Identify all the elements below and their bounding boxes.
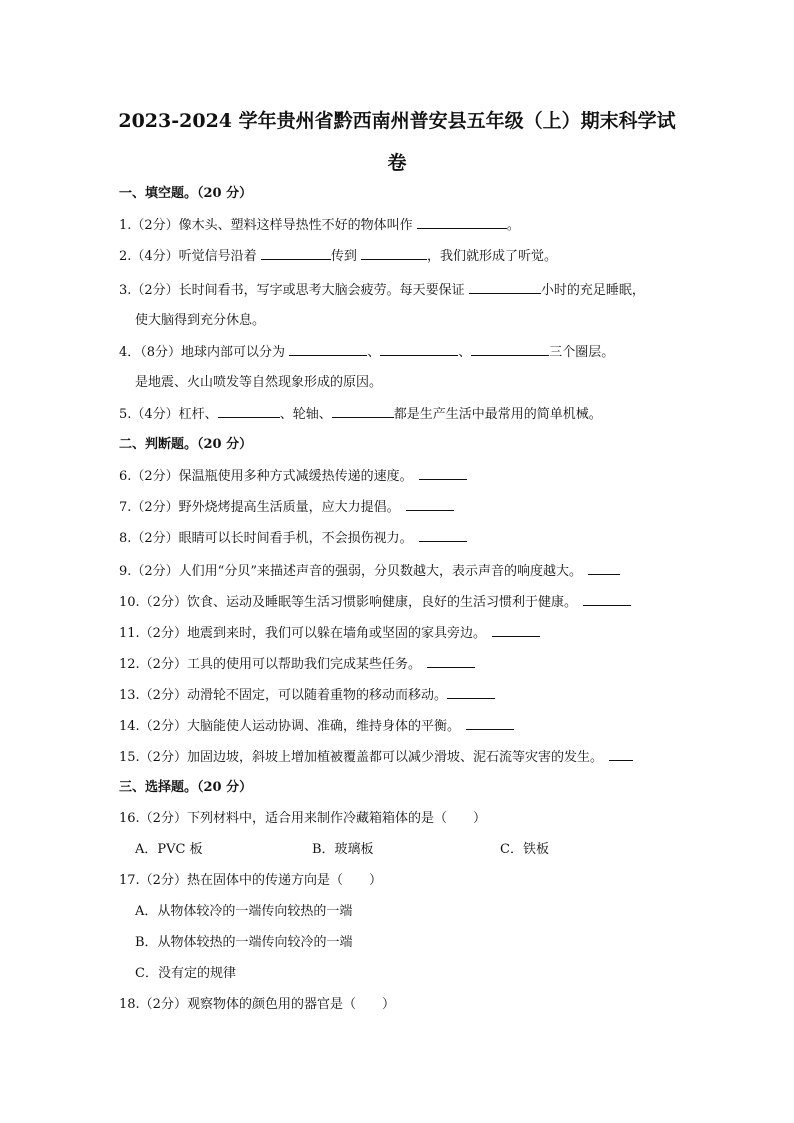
question-14-text: 14.（2分）大脑能使人运动协调、准确，维持身体的平衡。 <box>119 719 454 734</box>
question-14 <box>119 717 514 736</box>
question-16-option-c: C．铁板 <box>500 842 549 857</box>
question-6-text: 6.（2分）保温瓶使用多种方式减缓热传递的速度。 <box>119 469 407 484</box>
question-9-text: 9.（2分）人们用“分贝”来描述声音的强弱，分贝数越大，表示声音的响度越大。 <box>119 564 576 579</box>
answer-blank <box>406 498 454 511</box>
question-13 <box>119 686 495 705</box>
answer-blank <box>471 343 549 356</box>
question-10 <box>119 593 631 612</box>
question-15 <box>119 748 633 767</box>
question-16-stem: 16.（2分）下列材料中，适合用来制作冷藏箱箱体的是（ ） <box>119 811 486 826</box>
question-5-mid: 、轮轴、 <box>279 407 332 422</box>
question-11 <box>119 624 540 643</box>
question-3 <box>119 281 645 300</box>
question-13-text: 13.（2分）动滑轮不固定，可以随着重物的移动而移动。 <box>119 688 447 703</box>
question-5 <box>119 405 602 424</box>
question-11-text: 11.（2分）地震到来时，我们可以躲在墙角或坚固的家具旁边。 <box>119 626 480 641</box>
answer-blank <box>419 467 467 480</box>
answer-blank <box>492 624 540 637</box>
question-1 <box>119 216 520 235</box>
question-8 <box>119 529 467 548</box>
answer-blank <box>361 247 427 260</box>
question-17-option-a: A．从物体较冷的一端传向较热的一端 <box>135 904 353 919</box>
section-heading-true-false: 二、判断题。（20 分） <box>119 437 253 452</box>
question-4-mid: 三个圈层。 <box>549 345 615 360</box>
answer-blank <box>447 686 495 699</box>
answer-blank <box>583 593 631 606</box>
question-1-end: 。 <box>506 218 520 233</box>
question-17-option-c: C．没有定的规律 <box>135 966 236 981</box>
answer-blank <box>289 343 367 356</box>
question-4-sep2: 、 <box>458 345 472 360</box>
question-4-sep1: 、 <box>367 345 381 360</box>
answer-blank <box>609 748 633 761</box>
question-17-stem: 17.（2分）热在固体中的传递方向是（ ） <box>119 873 382 888</box>
question-2 <box>119 247 557 266</box>
question-4-text: 4．（8分）地球内部可以分为 <box>119 345 290 360</box>
answer-blank <box>417 216 507 229</box>
exam-title-line1: 2023-2024 学年贵州省黔西南州普安县五年级（上）期末科学试 <box>118 110 676 132</box>
answer-blank <box>380 343 458 356</box>
question-12 <box>119 655 475 674</box>
answer-blank <box>588 562 620 575</box>
answer-blank <box>332 405 394 418</box>
question-2-mid: 传到 <box>330 249 361 264</box>
question-15-text: 15.（2分）加固边坡，斜坡上增加植被覆盖都可以减少滑坡、泥石流等灾害的发生。 <box>119 750 597 765</box>
section-heading-fill-in: 一、填空题。（20 分） <box>119 186 253 201</box>
question-7 <box>119 498 454 517</box>
question-2-end: ，我们就形成了听觉。 <box>426 249 557 264</box>
question-9 <box>119 562 620 581</box>
question-2-text: 2.（4分）听觉信号沿着 <box>119 249 261 264</box>
answer-blank <box>469 281 541 294</box>
question-3-text: 3.（2分）长时间看书，写字或思考大脑会疲劳。每天要保证 <box>119 283 469 298</box>
question-7-text: 7.（2分）野外烧烤提高生活质量，应大力提倡。 <box>119 500 394 515</box>
question-3-continuation: 使大脑得到充分休息。 <box>135 313 266 328</box>
answer-blank <box>466 717 514 730</box>
question-16-option-b: B．玻璃板 <box>312 842 374 857</box>
question-1-text: 1.（2分）像木头、塑料这样导热性不好的物体叫作 <box>119 218 417 233</box>
answer-blank <box>261 247 331 260</box>
question-16-option-a: A．PVC 板 <box>135 842 203 857</box>
question-8-text: 8.（2分）眼睛可以长时间看手机，不会损伤视力。 <box>119 531 407 546</box>
question-17-option-b: B．从物体较热的一端传向较冷的一端 <box>135 935 353 950</box>
question-3-mid: 小时的充足睡眠， <box>540 283 645 298</box>
question-5-text: 5.（4分）杠杆、 <box>119 407 218 422</box>
question-18-stem: 18.（2分）观察物体的颜色用的器官是（ ） <box>119 997 395 1012</box>
answer-blank <box>218 405 280 418</box>
answer-blank <box>427 655 475 668</box>
exam-title-line2: 卷 <box>387 152 407 174</box>
question-4 <box>119 343 614 362</box>
question-12-text: 12.（2分）工具的使用可以帮助我们完成某些任务。 <box>119 657 415 672</box>
question-5-end: 都是生产生活中最常用的简单机械。 <box>393 407 602 422</box>
question-6 <box>119 467 467 486</box>
question-10-text: 10.（2分）饮食、运动及睡眠等生活习惯影响健康，良好的生活习惯利于健康。 <box>119 595 571 610</box>
answer-blank <box>419 529 467 542</box>
question-4-continuation: 是地震、火山喷发等自然现象形成的原因。 <box>135 375 383 390</box>
section-heading-multiple-choice: 三、选择题。（20 分） <box>119 780 253 795</box>
